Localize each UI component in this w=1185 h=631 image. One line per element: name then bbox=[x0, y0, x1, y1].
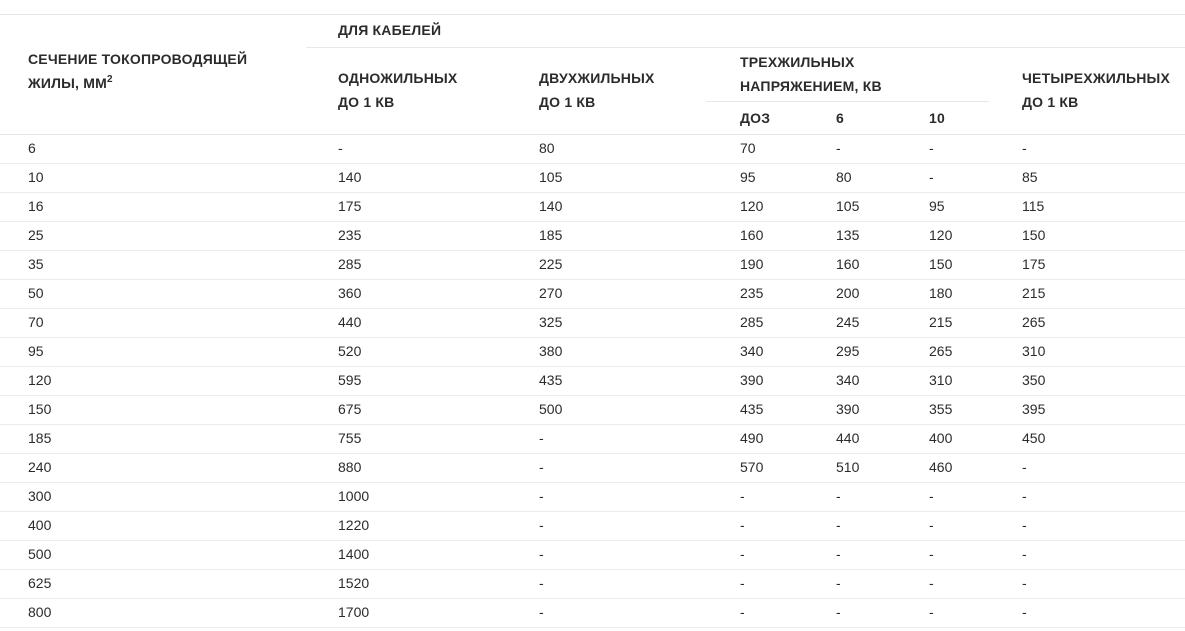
cell-section: 625 bbox=[28, 575, 52, 591]
cell-four-core: - bbox=[1022, 140, 1027, 156]
cell-section: 120 bbox=[28, 372, 52, 388]
cell-single-core: 880 bbox=[338, 459, 362, 475]
cell-four-core: 395 bbox=[1022, 401, 1046, 417]
cell-three-core-6: 390 bbox=[836, 401, 860, 417]
cell-three-core-6: - bbox=[836, 546, 841, 562]
cell-three-core-10: - bbox=[929, 575, 934, 591]
cell-single-core: 1700 bbox=[338, 604, 370, 620]
table-row bbox=[0, 193, 1185, 222]
cell-two-core: 185 bbox=[539, 227, 563, 243]
cell-two-core: 80 bbox=[539, 140, 555, 156]
table-row bbox=[0, 222, 1185, 251]
table-row bbox=[0, 599, 1185, 628]
row-divider bbox=[0, 627, 1185, 628]
header-single-core: ОДНОЖИЛЬНЫХ ДО 1 КВ bbox=[338, 70, 458, 110]
cell-three-core-10: - bbox=[929, 169, 934, 185]
cell-two-core: - bbox=[539, 546, 544, 562]
cell-four-core: 450 bbox=[1022, 430, 1046, 446]
cell-three-core-6: 295 bbox=[836, 343, 860, 359]
cell-three-core-doz: 95 bbox=[740, 169, 756, 185]
cell-section: 10 bbox=[28, 169, 44, 185]
cell-two-core: - bbox=[539, 517, 544, 533]
cell-three-core-doz: 160 bbox=[740, 227, 764, 243]
cell-two-core: - bbox=[539, 459, 544, 475]
cell-four-core: - bbox=[1022, 488, 1027, 504]
table-row bbox=[0, 367, 1185, 396]
cell-three-core-6: 160 bbox=[836, 256, 860, 272]
cell-section: 185 bbox=[28, 430, 52, 446]
cell-section: 50 bbox=[28, 285, 44, 301]
cell-three-core-10: 400 bbox=[929, 430, 953, 446]
cell-single-core: 235 bbox=[338, 227, 362, 243]
cell-single-core: 755 bbox=[338, 430, 362, 446]
header-three-core: ТРЕХЖИЛЬНЫХ НАПРЯЖЕНИЕМ, КВ bbox=[740, 54, 882, 94]
cell-three-core-10: 215 bbox=[929, 314, 953, 330]
cell-three-core-doz: 390 bbox=[740, 372, 764, 388]
cell-single-core: 675 bbox=[338, 401, 362, 417]
cell-section: 95 bbox=[28, 343, 44, 359]
cell-single-core: 520 bbox=[338, 343, 362, 359]
cell-four-core: 215 bbox=[1022, 285, 1046, 301]
cell-two-core: 225 bbox=[539, 256, 563, 272]
cell-three-core-10: - bbox=[929, 546, 934, 562]
cell-four-core: 310 bbox=[1022, 343, 1046, 359]
cell-three-core-10: 460 bbox=[929, 459, 953, 475]
table-row bbox=[0, 338, 1185, 367]
table-row bbox=[0, 425, 1185, 454]
cell-single-core: 175 bbox=[338, 198, 362, 214]
cell-three-core-6: 80 bbox=[836, 169, 852, 185]
cell-three-core-6: - bbox=[836, 517, 841, 533]
cell-single-core: 440 bbox=[338, 314, 362, 330]
header-section-label: СЕЧЕНИЕ ТОКОПРОВОДЯЩЕЙ ЖИЛЫ, ММ bbox=[28, 51, 248, 91]
cell-three-core-6: - bbox=[836, 488, 841, 504]
cell-three-core-10: 95 bbox=[929, 198, 945, 214]
header-top-rule bbox=[0, 14, 1185, 15]
cell-three-core-6: - bbox=[836, 604, 841, 620]
cell-three-core-doz: 570 bbox=[740, 459, 764, 475]
cell-three-core-doz: - bbox=[740, 604, 745, 620]
cell-three-core-doz: 120 bbox=[740, 198, 764, 214]
cell-four-core: - bbox=[1022, 459, 1027, 475]
cell-three-core-6: 340 bbox=[836, 372, 860, 388]
table-row bbox=[0, 280, 1185, 309]
cell-single-core: 360 bbox=[338, 285, 362, 301]
header-section bbox=[28, 47, 247, 95]
cell-single-core: - bbox=[338, 140, 343, 156]
header-three-core-6: 6 bbox=[836, 110, 844, 126]
cell-four-core: 115 bbox=[1022, 198, 1045, 214]
table-row bbox=[0, 396, 1185, 425]
cell-two-core: 140 bbox=[539, 198, 563, 214]
cell-four-core: - bbox=[1022, 575, 1027, 591]
table-row bbox=[0, 454, 1185, 483]
table-row bbox=[0, 251, 1185, 280]
cell-three-core-10: 355 bbox=[929, 401, 953, 417]
cell-three-core-10: 310 bbox=[929, 372, 953, 388]
header-four-core: ЧЕТЫРЕХЖИЛЬНЫХ ДО 1 КВ bbox=[1022, 70, 1171, 110]
cell-two-core: 380 bbox=[539, 343, 563, 359]
cell-three-core-6: 200 bbox=[836, 285, 860, 301]
cell-two-core: 270 bbox=[539, 285, 563, 301]
cell-section: 70 bbox=[28, 314, 44, 330]
cell-three-core-6: - bbox=[836, 575, 841, 591]
cell-single-core: 1520 bbox=[338, 575, 370, 591]
table-row bbox=[0, 483, 1185, 512]
cell-single-core: 140 bbox=[338, 169, 362, 185]
cell-four-core: 350 bbox=[1022, 372, 1046, 388]
cell-section: 16 bbox=[28, 198, 44, 214]
table-row bbox=[0, 135, 1185, 164]
cell-three-core-10: 120 bbox=[929, 227, 953, 243]
cell-three-core-6: 510 bbox=[836, 459, 860, 475]
cell-section: 800 bbox=[28, 604, 52, 620]
cell-single-core: 285 bbox=[338, 256, 362, 272]
cell-three-core-10: - bbox=[929, 140, 934, 156]
cell-three-core-10: - bbox=[929, 517, 934, 533]
cell-section: 6 bbox=[28, 140, 36, 156]
cell-four-core: - bbox=[1022, 517, 1027, 533]
cell-three-core-10: 150 bbox=[929, 256, 953, 272]
cell-three-core-doz: 70 bbox=[740, 140, 756, 156]
cell-section: 150 bbox=[28, 401, 52, 417]
table-row bbox=[0, 309, 1185, 338]
table-row bbox=[0, 512, 1185, 541]
cell-three-core-doz: - bbox=[740, 517, 745, 533]
cell-three-core-10: 265 bbox=[929, 343, 953, 359]
cell-section: 300 bbox=[28, 488, 52, 504]
header-section-superscript: 2 bbox=[106, 74, 113, 85]
cell-three-core-10: - bbox=[929, 604, 934, 620]
cell-four-core: - bbox=[1022, 546, 1027, 562]
cell-single-core: 1000 bbox=[338, 488, 370, 504]
cell-three-core-10: - bbox=[929, 488, 934, 504]
cell-three-core-doz: 285 bbox=[740, 314, 764, 330]
cell-three-core-doz: 435 bbox=[740, 401, 764, 417]
cell-three-core-6: 245 bbox=[836, 314, 860, 330]
cell-single-core: 595 bbox=[338, 372, 362, 388]
cell-four-core: 150 bbox=[1022, 227, 1046, 243]
cell-two-core: - bbox=[539, 430, 544, 446]
cell-two-core: 105 bbox=[539, 169, 563, 185]
cell-three-core-6: 440 bbox=[836, 430, 860, 446]
cell-section: 240 bbox=[28, 459, 52, 475]
cell-single-core: 1220 bbox=[338, 517, 370, 533]
cell-section: 25 bbox=[28, 227, 44, 243]
cell-two-core: 325 bbox=[539, 314, 563, 330]
cell-three-core-6: - bbox=[836, 140, 841, 156]
table-row bbox=[0, 570, 1185, 599]
cell-section: 500 bbox=[28, 546, 52, 562]
cell-three-core-doz: 490 bbox=[740, 430, 764, 446]
cell-four-core: 85 bbox=[1022, 169, 1038, 185]
cell-three-core-doz: - bbox=[740, 546, 745, 562]
cell-two-core: - bbox=[539, 575, 544, 591]
cell-three-core-doz: 340 bbox=[740, 343, 764, 359]
table-row bbox=[0, 541, 1185, 570]
header-two-core: ДВУХЖИЛЬНЫХ ДО 1 КВ bbox=[539, 70, 655, 110]
cell-four-core: - bbox=[1022, 604, 1027, 620]
cell-two-core: 500 bbox=[539, 401, 563, 417]
header-three-core-10: 10 bbox=[929, 110, 945, 126]
cell-section: 400 bbox=[28, 517, 52, 533]
cell-three-core-doz: - bbox=[740, 488, 745, 504]
cell-two-core: - bbox=[539, 604, 544, 620]
cell-section: 35 bbox=[28, 256, 44, 272]
cell-two-core: 435 bbox=[539, 372, 563, 388]
for-cables-rule bbox=[306, 47, 1185, 48]
table-row bbox=[0, 164, 1185, 193]
cell-single-core: 1400 bbox=[338, 546, 370, 562]
header-for-cables: ДЛЯ КАБЕЛЕЙ bbox=[338, 22, 442, 38]
header-three-core-doz: ДОЗ bbox=[740, 110, 771, 126]
cell-three-core-doz: 190 bbox=[740, 256, 764, 272]
cell-three-core-10: 180 bbox=[929, 285, 953, 301]
cell-three-core-doz: 235 bbox=[740, 285, 764, 301]
cell-three-core-6: 105 bbox=[836, 198, 860, 214]
cell-two-core: - bbox=[539, 488, 544, 504]
cell-four-core: 175 bbox=[1022, 256, 1046, 272]
cell-three-core-doz: - bbox=[740, 575, 745, 591]
three-core-rule bbox=[706, 101, 989, 102]
cell-three-core-6: 135 bbox=[836, 227, 860, 243]
cell-four-core: 265 bbox=[1022, 314, 1046, 330]
